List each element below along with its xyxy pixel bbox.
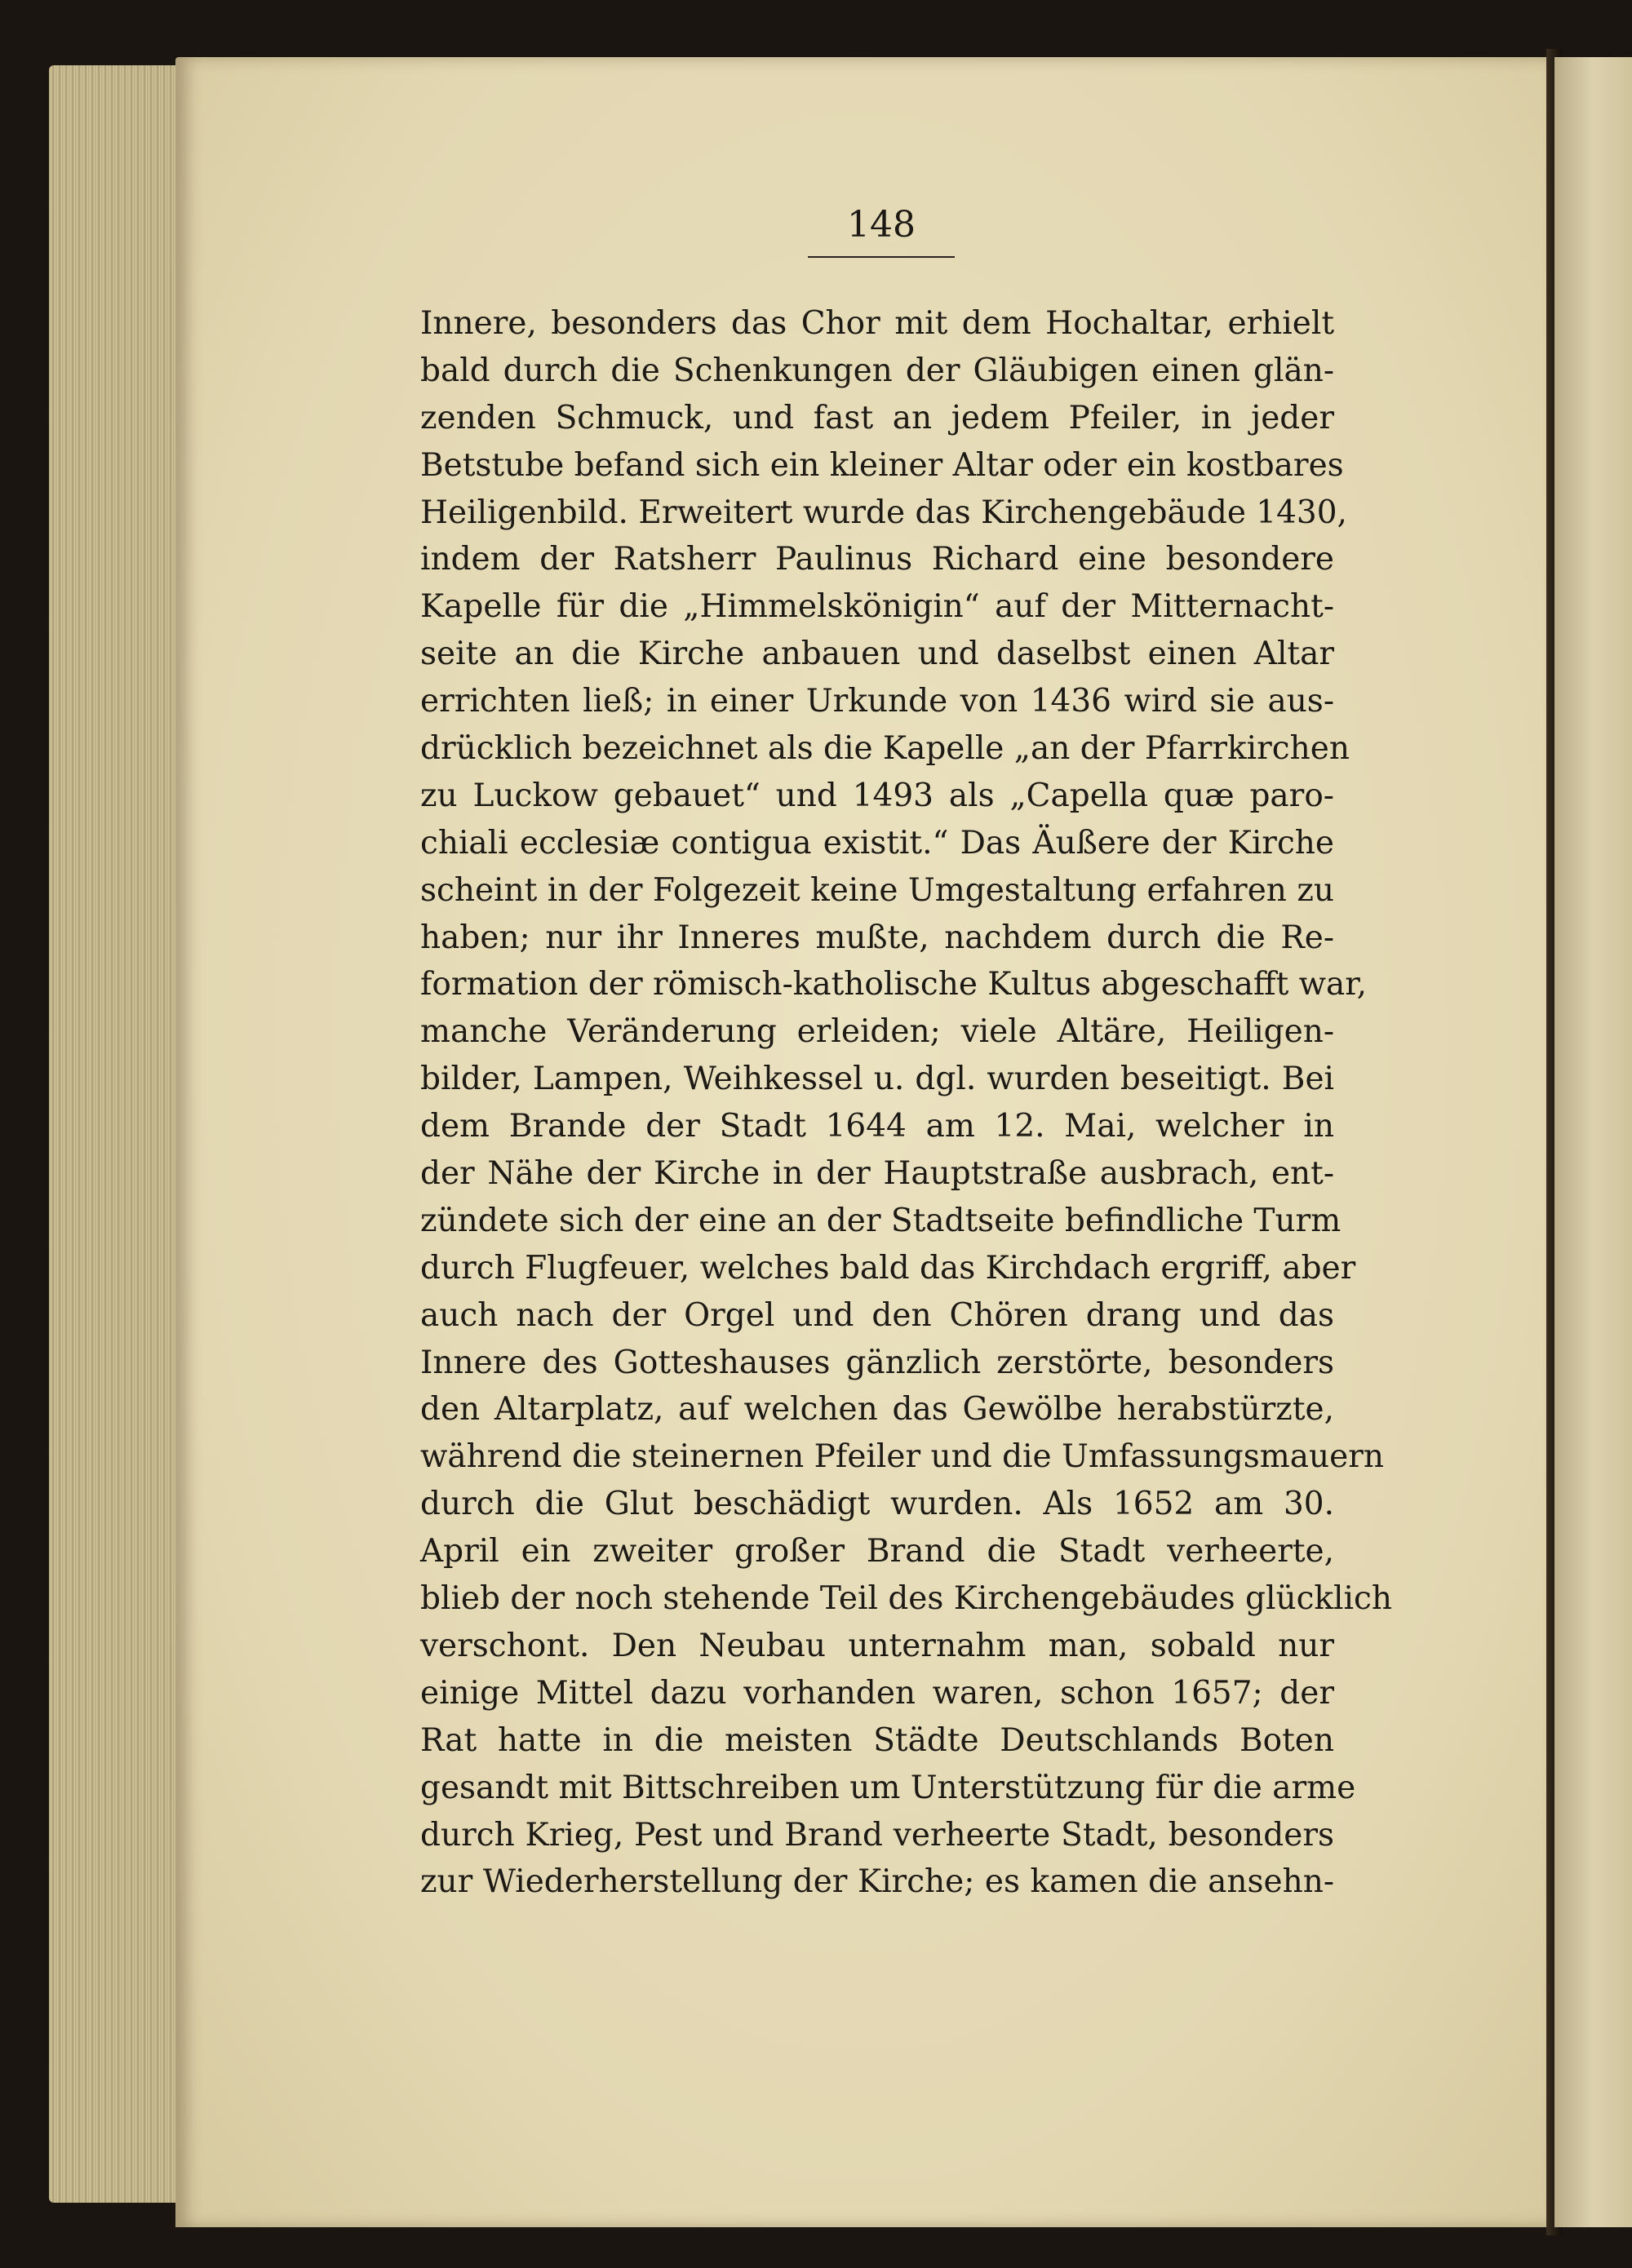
text-line: der Nähe der Kirche in der Hauptstraße ausbrach, ent- (420, 1155, 1334, 1193)
text-line: scheint in der Folgezeit keine Umgestaltung erfahren zu (420, 871, 1334, 909)
text-line: April ein zweiter großer Brand die Stadt verheerte, (420, 1533, 1334, 1570)
text-line: blieb der noch stehende Teil des Kirchengebäudes glücklich (420, 1580, 1392, 1618)
text-line: bilder, Lampen, Weihkessel u. dgl. wurden beseitigt. Bei (420, 1061, 1334, 1098)
text-line: Rat hatte in die meisten Städte Deutschlands Boten (420, 1721, 1334, 1759)
text-line: einige Mittel dazu vorhanden waren, schon 1657; der (420, 1674, 1334, 1712)
text-line: Kapelle für die „Himmelskönigin“ auf der Mitternacht- (420, 588, 1334, 626)
text-line: gesandt mit Bittschreiben um Unterstützung für die arme (420, 1769, 1356, 1806)
text-line: durch Krieg, Pest und Brand verheerte Stadt, besonders (420, 1816, 1334, 1854)
text-line: Betstube befand sich ein kleiner Altar oder ein kostbares (420, 446, 1344, 484)
text-line: zenden Schmuck, und fast an jedem Pfeiler, in jeder (420, 399, 1334, 436)
text-line: drücklich bezeichnet als die Kapelle „an der Pfarrkirchen (420, 730, 1350, 768)
text-line: den Altarplatz, auf welchen das Gewölbe herabstürzte, (420, 1391, 1334, 1429)
header-rule (808, 256, 955, 258)
text-line: Heiligenbild. Erweitert wurde das Kirchengebäude 1430, (420, 494, 1347, 531)
text-line: durch Flugfeuer, welches bald das Kirchdach ergriff, aber (420, 1249, 1356, 1287)
facing-page-edge (1554, 57, 1632, 2227)
text-line: seite an die Kirche anbauen und daselbst einen Altar (420, 636, 1334, 673)
text-line: Innere, besonders das Chor mit dem Hochaltar, erhielt (420, 305, 1334, 342)
text-line: während die steinernen Pfeiler und die Umfassungsmauern (420, 1438, 1384, 1476)
text-line: dem Brande der Stadt 1644 am 12. Mai, welcher in (420, 1108, 1334, 1145)
text-line: bald durch die Schenkungen der Gläubigen einen glän- (420, 352, 1334, 389)
text-line: manche Veränderung erleiden; viele Altäre, Heiligen- (420, 1013, 1334, 1051)
page-number: 148 (847, 204, 916, 246)
text-line: formation der römisch-katholische Kultus abgeschafft war, (420, 966, 1368, 1003)
text-line: zündete sich der eine an der Stadtseite befindliche Turm (420, 1202, 1342, 1239)
text-line: haben; nur ihr Inneres mußte, nachdem durch die Re- (420, 919, 1334, 956)
text-line: verschont. Den Neubau unternahm man, sobald nur (420, 1627, 1334, 1664)
text-line: zur Wiederherstellung der Kirche; es kamen die ansehn- (420, 1863, 1334, 1901)
body-text (420, 300, 1392, 1906)
text-line: zu Luckow gebauet“ und 1493 als „Capella quæ paro- (420, 777, 1334, 814)
text-line: auch nach der Orgel und den Chören drang und das (420, 1296, 1334, 1334)
text-line: durch die Glut beschädigt wurden. Als 1652 am 30. (420, 1486, 1334, 1523)
text-line: errichten ließ; in einer Urkunde von 1436 wird sie aus- (420, 683, 1334, 720)
text-line: chiali ecclesiæ contigua existit.“ Das Äußere der Kirche (420, 824, 1334, 862)
text-line: Innere des Gotteshauses gänzlich zerstörte, besonders (420, 1344, 1334, 1381)
text-line: indem der Ratsherr Paulinus Richard eine besondere (420, 541, 1334, 578)
